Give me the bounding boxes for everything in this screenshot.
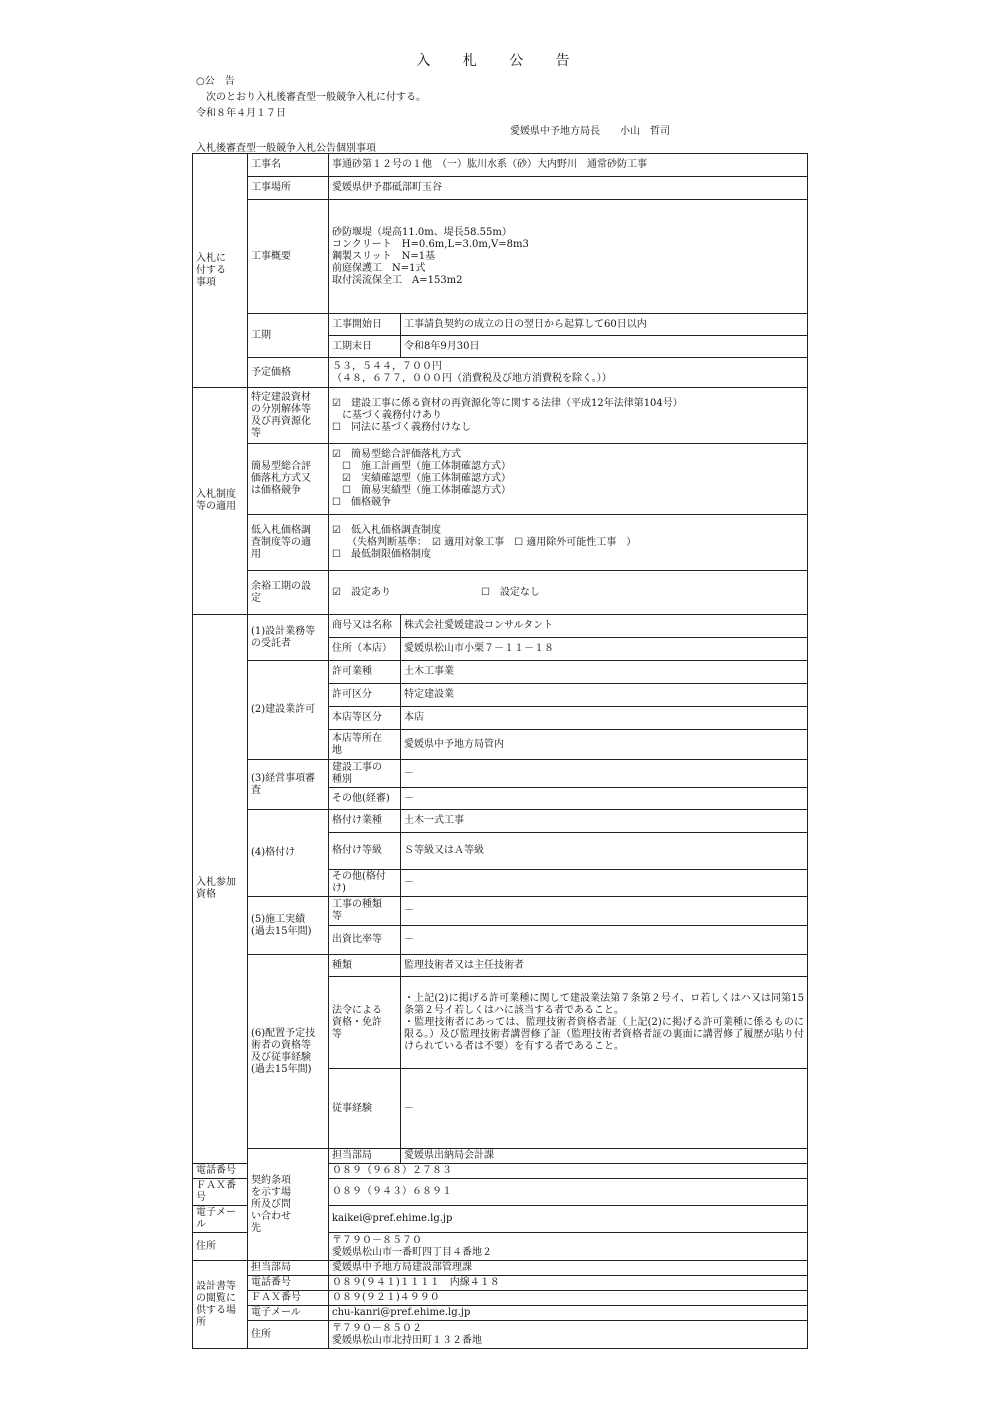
engineer-license: ・上記(2)に掲げる許可業種に関して建設業法第７条第２号イ、ロ若しくはハ又は同第15条第２号イ若しくはハに該当する者であること。 ・監理技術者にあっては、監理技術者資格者証（上記(2)に掲げる許可業種に係るものに限る。）及び監理技術者講習修了証（監理技術者資格者証の裏面に講習修了履歴が貼り付けられている者は不要）を有する者であること。 (401, 977, 808, 1069)
review-other: － (401, 788, 808, 810)
engineer-experience-label: 従事経験 (329, 1069, 401, 1149)
contract-mail-label: 電子メール (193, 1206, 248, 1233)
design-dept-label: 担当部局 (248, 1261, 329, 1276)
table-caption: 入札後審査型一般競争入札公告個別事項 (196, 143, 376, 154)
engineer-experience: － (401, 1069, 808, 1149)
contract-fax-label: ＦＡＸ番号 (193, 1179, 248, 1206)
rank-grade-label: 格付け等級 (329, 833, 401, 870)
license-type-label: 許可業種 (329, 661, 401, 684)
evaluation-label: 簡易型総合評 価落札方式又 は価格競争 (248, 444, 329, 515)
record-ratio: － (401, 926, 808, 955)
notice-date: 令和８年４月１７日 (196, 108, 286, 119)
firm-address-label: 住所（本店） (329, 638, 401, 661)
office-location: 愛媛県中予地方局管内 (401, 730, 808, 760)
office-location-label: 本店等所在 地 (329, 730, 401, 760)
review-kind: － (401, 760, 808, 788)
design-mail[interactable]: chu-kanri@pref.ehime.lg.jp (329, 1306, 808, 1321)
work-name-label: 工事名 (248, 154, 329, 177)
work-location-label: 工事場所 (248, 177, 329, 200)
rank-label: (4)格付け (248, 810, 329, 897)
engineer-label: (6)配置予定技 術者の資格等 及び従事経験 (過去15年間) (248, 955, 329, 1149)
work-name: 事通砂第１２号の１他 （一）肱川水系（砂）大内野川 通常砂防工事 (329, 154, 808, 177)
work-overview-label: 工事概要 (248, 200, 329, 314)
design-fax: ０８９(９２１)４９９０ (329, 1291, 808, 1306)
end-date-label: 工期末日 (329, 336, 401, 358)
recycle-label: 特定建設資材 の分別解体等 及び再資源化 等 (248, 388, 329, 444)
design-contractor-label: (1)設計業務等 の受託者 (248, 615, 329, 661)
license-class-label: 許可区分 (329, 684, 401, 707)
design-address-label: 住所 (248, 1321, 329, 1349)
firm-label: 商号又は名称 (329, 615, 401, 638)
design-address: 〒７９０－８５０２ 愛媛県松山市北持田町１３２番地 (329, 1321, 808, 1349)
spare-period-label: 余裕工期の設 定 (248, 571, 329, 615)
section-qualification: 入札参加 資格 (193, 615, 248, 1164)
price-label: 予定価格 (248, 358, 329, 388)
intro-text: 次のとおり入札後審査型一般競争入札に付する。 (206, 92, 426, 103)
section-bid-items: 入札に 付する 事項 (193, 154, 248, 388)
contract-tel-label: 電話番号 (193, 1164, 248, 1179)
license-label: (2)建設業許可 (248, 661, 329, 760)
design-tel-label: 電話番号 (248, 1276, 329, 1291)
spare-period-options: ☑ 設定あり ☐ 設定なし (329, 571, 808, 615)
recycle-options: ☑ 建設工事に係る資材の再資源化等に関する法律（平成12年法律第104号） に基づく義務付けあり ☐ 同法に基づく義務付けなし (329, 388, 808, 444)
end-date: 令和8年9月30日 (401, 336, 808, 358)
design-dept: 愛媛県中予地方局建設部管理課 (329, 1261, 808, 1276)
rank-other-label: その他(格付け) (329, 870, 401, 897)
work-location: 愛媛県伊予郡砥部町玉谷 (329, 177, 808, 200)
record-kind: － (401, 897, 808, 926)
work-overview: 砂防堰堤（堤高11.0m、堤長58.55m） コンクリート H=0.6m,L=3.0m,V=8m3 鋼製スリット N=1基 前庭保護工 N=1式 取付渓流保全工 A=153m2 (329, 200, 808, 314)
design-fax-label: ＦＡＸ番号 (248, 1291, 329, 1306)
rank-type-label: 格付け業種 (329, 810, 401, 833)
record-label: (5)施工実績 (過去15年間) (248, 897, 329, 955)
review-label: (3)経営事項審査 (248, 760, 329, 810)
contract-address: 〒７９０－８５７０ 愛媛県松山市一番町四丁目４番地２ (329, 1233, 808, 1261)
record-kind-label: 工事の種類 等 (329, 897, 401, 926)
rank-type: 土木一式工事 (401, 810, 808, 833)
work-period-label: 工期 (248, 314, 329, 358)
lowbid-label: 低入札価格調 査制度等の適 用 (248, 515, 329, 571)
section-system: 入札制度 等の適用 (193, 388, 248, 615)
rank-grade: Ｓ等級又はＡ等級 (401, 833, 808, 870)
office-class: 本店 (401, 707, 808, 730)
start-date: 工事請負契約の成立の日の翌日から起算して60日以内 (401, 314, 808, 336)
lowbid-options: ☑ 低入札価格調査制度 （失格判断基準： ☑ 適用対象工事 ☐ 適用除外可能性工事 ） ☐ 最低制限価格制度 (329, 515, 808, 571)
notice-table (192, 153, 808, 1349)
contract-tel: ０８９（９６８）２７８３ (329, 1164, 808, 1179)
design-tel: ０８９(９４１)１１１１ 内線４１８ (329, 1276, 808, 1291)
section-contract: 契約条項 を示す場 所及び問 い合わせ 先 (248, 1149, 329, 1261)
record-ratio-label: 出資比率等 (329, 926, 401, 955)
design-mail-label: 電子メール (248, 1306, 329, 1321)
issuer: 愛媛県中予地方局長 小山 哲司 (510, 126, 670, 137)
notice-label: ○公 告 (196, 76, 235, 87)
evaluation-options: ☑ 簡易型総合評価落札方式 ☐ 施工計画型（施工体制確認方式） ☑ 実績確認型（施工体制確認方式） ☐ 簡易実績型（施工体制確認方式） ☐ 価格競争 (329, 444, 808, 515)
license-type: 土木工事業 (401, 661, 808, 684)
license-class: 特定建設業 (401, 684, 808, 707)
contract-fax: ０８９（９４３）６８９１ (329, 1179, 808, 1206)
contract-address-label: 住所 (193, 1233, 248, 1261)
firm-address: 愛媛県松山市小栗７－１１－１８ (401, 638, 808, 661)
review-other-label: その他(経審) (329, 788, 401, 810)
contract-dept-label: 担当部局 (329, 1149, 401, 1164)
rank-other: － (401, 870, 808, 897)
start-date-label: 工事開始日 (329, 314, 401, 336)
section-design-docs: 設計書等 の閲覧に 供する場 所 (193, 1261, 248, 1349)
document-title: 入 札 公 告 (416, 53, 584, 69)
contract-dept: 愛媛県出納局会計課 (401, 1149, 808, 1164)
engineer-type-label: 種類 (329, 955, 401, 977)
estimated-price: ５３，５４４，７００円 （４８，６７７，０００円（消費税及び地方消費税を除く。）） (329, 358, 808, 388)
firm-name: 株式会社愛媛建設コンサルタント (401, 615, 808, 638)
engineer-license-label: 法令による 資格・免許 等 (329, 977, 401, 1069)
engineer-type: 監理技術者又は主任技術者 (401, 955, 808, 977)
review-kind-label: 建設工事の 種別 (329, 760, 401, 788)
office-class-label: 本店等区分 (329, 707, 401, 730)
contract-mail[interactable]: kaikei@pref.ehime.lg.jp (329, 1206, 808, 1233)
